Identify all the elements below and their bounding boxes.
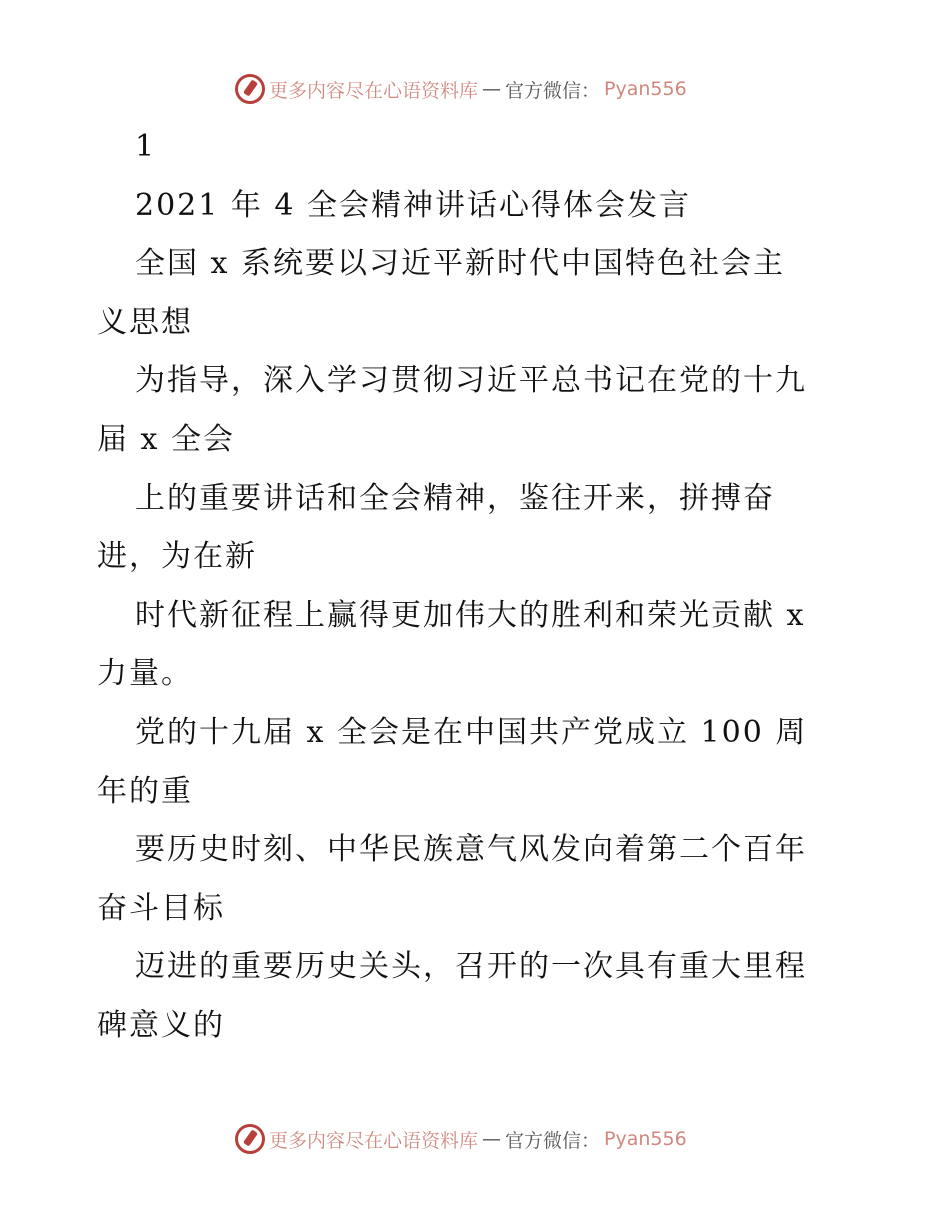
text-line: 时代新征程上赢得更加伟大的胜利和荣光贡献 x	[135, 597, 806, 633]
watermark-text: 更多内容尽在心语资料库	[269, 79, 479, 102]
footer-watermark	[235, 1124, 687, 1154]
text-line: 全国 x 系统要以习近平新时代中国特色社会主	[135, 246, 785, 282]
text-line: 进，为在新	[97, 539, 257, 575]
text-line: 党的十九届 x 全会是在中国共产党成立 100 周	[135, 714, 808, 750]
text-line: 届 x 全会	[97, 421, 235, 457]
watermark-text: 更多内容尽在心语资料库	[269, 1129, 479, 1152]
text-line: 年的重	[97, 773, 193, 809]
document-body	[0, 118, 950, 1056]
text-line: 1	[135, 129, 157, 164]
text-line: 碑意义的	[97, 1007, 225, 1043]
watermark-wechat-label: 官方微信：	[505, 79, 601, 102]
watermark-wechat-label: 官方微信：	[505, 1129, 601, 1152]
header-watermark	[235, 74, 687, 104]
watermark-dash: —	[482, 78, 502, 100]
text-line: 2021 年 4 全会精神讲话心得体会发言	[135, 187, 692, 223]
text-line: 为指导，深入学习贯彻习近平总书记在党的十九	[135, 363, 807, 399]
pen-logo-icon	[235, 1124, 265, 1154]
watermark-wechat-id: Pyan556	[604, 78, 687, 100]
text-line: 要历史时刻、中华民族意气风发向着第二个百年	[135, 832, 807, 868]
text-line: 义思想	[97, 304, 193, 340]
text-line: 迈进的重要历史关头，召开的一次具有重大里程	[135, 949, 807, 985]
text-line: 奋斗目标	[97, 890, 225, 926]
watermark-dash: —	[482, 1128, 502, 1150]
text-line: 力量。	[97, 656, 193, 692]
watermark-wechat-id: Pyan556	[604, 1128, 687, 1150]
text-line: 上的重要讲话和全会精神，鉴往开来，拼搏奋	[135, 480, 775, 516]
pen-logo-icon	[235, 74, 265, 104]
